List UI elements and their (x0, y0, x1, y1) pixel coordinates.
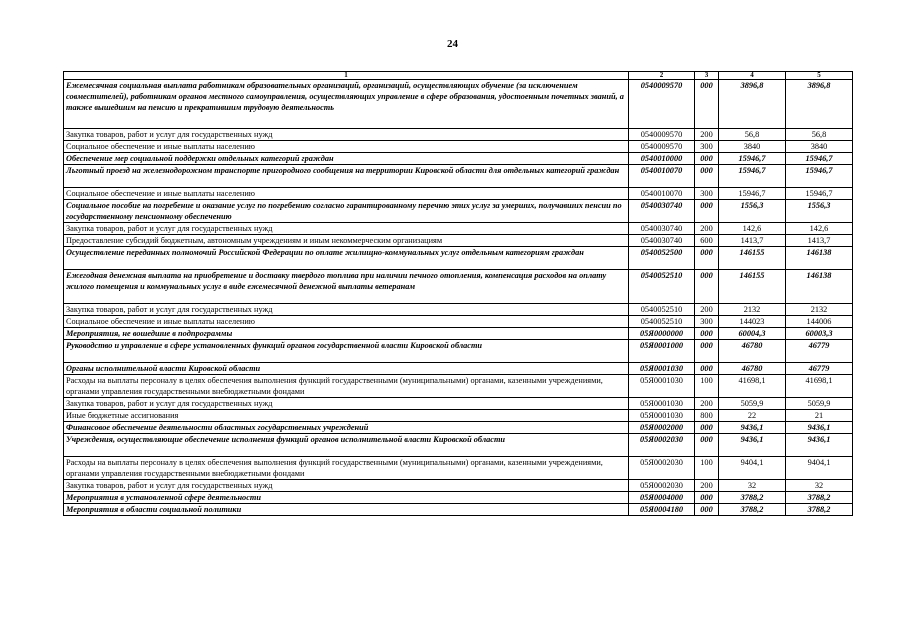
row-target-code: 05Я0001000 (629, 340, 695, 363)
row-amount-2: 46779 (786, 340, 853, 363)
column-number-1: 1 (64, 72, 629, 80)
row-amount-1: 146155 (719, 247, 786, 270)
row-amount-1: 9404,1 (719, 457, 786, 480)
row-description: Руководство и управление в сфере установленных функций органов государственной власти Кировской области (64, 340, 629, 363)
row-amount-2: 21 (786, 410, 853, 422)
row-target-code: 0540030740 (629, 223, 695, 235)
row-expense-type: 300 (695, 316, 719, 328)
row-target-code: 05Я0001030 (629, 398, 695, 410)
row-target-code: 05Я0002030 (629, 434, 695, 457)
table-row (64, 200, 853, 223)
row-amount-2: 32 (786, 480, 853, 492)
row-expense-type: 100 (695, 375, 719, 398)
row-amount-2: 15946,7 (786, 165, 853, 188)
row-amount-1: 22 (719, 410, 786, 422)
row-target-code: 05Я0001030 (629, 410, 695, 422)
row-description: Социальное обеспечение и иные выплаты населению (64, 316, 629, 328)
table-row (64, 304, 853, 316)
row-target-code: 05Я0002030 (629, 480, 695, 492)
table-row (64, 153, 853, 165)
row-amount-2: 60003,3 (786, 328, 853, 340)
row-description: Социальное обеспечение и иные выплаты населению (64, 141, 629, 153)
row-expense-type: 000 (695, 247, 719, 270)
row-expense-type: 300 (695, 188, 719, 200)
row-expense-type: 000 (695, 153, 719, 165)
row-expense-type: 000 (695, 492, 719, 504)
row-target-code: 0540030740 (629, 235, 695, 247)
row-expense-type: 000 (695, 80, 719, 129)
row-amount-2: 46779 (786, 363, 853, 375)
row-target-code: 0540030740 (629, 200, 695, 223)
row-target-code: 05Я0004000 (629, 492, 695, 504)
table-row (64, 247, 853, 270)
row-expense-type: 000 (695, 328, 719, 340)
row-description: Закупка товаров, работ и услуг для государственных нужд (64, 398, 629, 410)
row-amount-1: 32 (719, 480, 786, 492)
row-amount-2: 142,6 (786, 223, 853, 235)
row-expense-type: 100 (695, 457, 719, 480)
row-description: Предоставление субсидий бюджетным, автономным учреждениям и иным некоммерческим организациям (64, 235, 629, 247)
table-row (64, 504, 853, 516)
table-row (64, 328, 853, 340)
row-amount-1: 15946,7 (719, 165, 786, 188)
row-expense-type: 000 (695, 340, 719, 363)
row-amount-2: 2132 (786, 304, 853, 316)
row-amount-2: 1413,7 (786, 235, 853, 247)
row-amount-2: 3788,2 (786, 492, 853, 504)
column-number-5: 5 (786, 72, 853, 80)
row-target-code: 05Я0001030 (629, 375, 695, 398)
row-description: Закупка товаров, работ и услуг для государственных нужд (64, 129, 629, 141)
budget-table (63, 71, 853, 516)
row-description: Закупка товаров, работ и услуг для государственных нужд (64, 223, 629, 235)
row-target-code: 0540052500 (629, 247, 695, 270)
row-target-code: 05Я0000000 (629, 328, 695, 340)
row-expense-type: 000 (695, 200, 719, 223)
row-description: Социальное пособие на погребение и оказание услуг по погребению согласно гарантированному перечню этих услуг за умерших, получавших пенсии по государственному пенсионному обеспечению (64, 200, 629, 223)
row-amount-2: 146138 (786, 247, 853, 270)
row-expense-type: 200 (695, 480, 719, 492)
row-expense-type: 000 (695, 422, 719, 434)
row-amount-1: 3788,2 (719, 492, 786, 504)
table-row (64, 340, 853, 363)
row-expense-type: 000 (695, 504, 719, 516)
row-expense-type: 200 (695, 398, 719, 410)
row-description: Льготный проезд на железнодорожном транспорте пригородного сообщения на территории Кировской области для отдельных категорий граждан (64, 165, 629, 188)
row-amount-1: 60004,3 (719, 328, 786, 340)
table-row (64, 480, 853, 492)
row-target-code: 05Я0004180 (629, 504, 695, 516)
row-description: Органы исполнительной власти Кировской области (64, 363, 629, 375)
row-amount-2: 3788,2 (786, 504, 853, 516)
row-amount-2: 56,8 (786, 129, 853, 141)
column-number-4: 4 (719, 72, 786, 80)
row-amount-2: 41698,1 (786, 375, 853, 398)
row-amount-2: 144006 (786, 316, 853, 328)
table-row (64, 492, 853, 504)
row-target-code: 0540009570 (629, 80, 695, 129)
row-amount-1: 3840 (719, 141, 786, 153)
table-row (64, 457, 853, 480)
row-description: Мероприятия, не вошедшие в подпрограммы (64, 328, 629, 340)
row-amount-2: 5059,9 (786, 398, 853, 410)
row-amount-1: 5059,9 (719, 398, 786, 410)
table-row (64, 223, 853, 235)
row-target-code: 0540010070 (629, 188, 695, 200)
table-row (64, 141, 853, 153)
row-amount-1: 46780 (719, 363, 786, 375)
row-expense-type: 300 (695, 141, 719, 153)
table-header-row (64, 72, 853, 80)
table-row (64, 410, 853, 422)
row-target-code: 0540010000 (629, 153, 695, 165)
row-expense-type: 800 (695, 410, 719, 422)
row-description: Осуществление переданных полномочий Российской Федерации по оплате жилищно-коммунальных услуг отдельным категориям граждан (64, 247, 629, 270)
table-row (64, 165, 853, 188)
row-amount-1: 15946,7 (719, 188, 786, 200)
table-row (64, 422, 853, 434)
row-expense-type: 600 (695, 235, 719, 247)
row-expense-type: 000 (695, 434, 719, 457)
row-amount-2: 9436,1 (786, 422, 853, 434)
row-description: Обеспечение мер социальной поддержки отдельных категорий граждан (64, 153, 629, 165)
row-expense-type: 200 (695, 129, 719, 141)
row-description: Расходы на выплаты персоналу в целях обеспечения выполнения функций государственными (муниципальными) органами, казенными учреждениями, органами управления государственными внебюджетными фондами (64, 457, 629, 480)
row-amount-1: 144023 (719, 316, 786, 328)
row-amount-1: 46780 (719, 340, 786, 363)
row-amount-2: 3896,8 (786, 80, 853, 129)
table-row (64, 270, 853, 304)
row-amount-1: 146155 (719, 270, 786, 304)
table-row (64, 235, 853, 247)
row-description: Иные бюджетные ассигнования (64, 410, 629, 422)
row-amount-1: 1413,7 (719, 235, 786, 247)
row-description: Расходы на выплаты персоналу в целях обеспечения выполнения функций государственными (муниципальными) органами, казенными учреждениями, органами управления государственными внебюджетными фондами (64, 375, 629, 398)
row-amount-2: 15946,7 (786, 188, 853, 200)
row-target-code: 05Я0002000 (629, 422, 695, 434)
row-expense-type: 200 (695, 223, 719, 235)
table-row (64, 434, 853, 457)
row-amount-2: 9436,1 (786, 434, 853, 457)
row-amount-1: 1556,3 (719, 200, 786, 223)
column-number-3: 3 (695, 72, 719, 80)
row-amount-1: 3788,2 (719, 504, 786, 516)
row-description: Социальное обеспечение и иные выплаты населению (64, 188, 629, 200)
row-target-code: 05Я0001030 (629, 363, 695, 375)
row-amount-1: 3896,8 (719, 80, 786, 129)
row-target-code: 05Я0002030 (629, 457, 695, 480)
row-amount-1: 56,8 (719, 129, 786, 141)
row-expense-type: 000 (695, 270, 719, 304)
row-amount-2: 15946,7 (786, 153, 853, 165)
row-amount-1: 41698,1 (719, 375, 786, 398)
row-amount-2: 1556,3 (786, 200, 853, 223)
row-expense-type: 000 (695, 165, 719, 188)
row-amount-2: 146138 (786, 270, 853, 304)
row-description: Закупка товаров, работ и услуг для государственных нужд (64, 480, 629, 492)
row-target-code: 0540010070 (629, 165, 695, 188)
row-amount-1: 2132 (719, 304, 786, 316)
row-description: Закупка товаров, работ и услуг для государственных нужд (64, 304, 629, 316)
page-number: 24 (447, 38, 458, 50)
table-row (64, 188, 853, 200)
row-expense-type: 000 (695, 363, 719, 375)
table-row (64, 363, 853, 375)
row-amount-1: 9436,1 (719, 434, 786, 457)
row-target-code: 0540009570 (629, 129, 695, 141)
row-description: Учреждения, осуществляющие обеспечение исполнения функций органов исполнительной власти Кировской области (64, 434, 629, 457)
row-description: Мероприятия в установленной сфере деятельности (64, 492, 629, 504)
row-amount-1: 142,6 (719, 223, 786, 235)
column-number-2: 2 (629, 72, 695, 80)
table-row (64, 375, 853, 398)
row-expense-type: 200 (695, 304, 719, 316)
row-description: Мероприятия в области социальной политики (64, 504, 629, 516)
table-row (64, 80, 853, 129)
table-row (64, 398, 853, 410)
row-target-code: 0540009570 (629, 141, 695, 153)
row-amount-1: 15946,7 (719, 153, 786, 165)
row-description: Ежегодная денежная выплата на приобретение и доставку твердого топлива при наличии печного отопления, компенсация расходов на оплату жилого помещения и коммунальных услуг в виде ежемесячной денежной выплаты ветеранам (64, 270, 629, 304)
row-target-code: 0540052510 (629, 304, 695, 316)
row-target-code: 0540052510 (629, 316, 695, 328)
row-description: Ежемесячная социальная выплата работникам образовательных организаций, организаций, осуществляющих обучение (за исключением совместителей), работникам органов местного самоуправления, осуществляющих управление в сфере образования, удостоенным почетных званий, а также вышедшим на пенсию и прекратившим трудовую деятельность (64, 80, 629, 129)
row-amount-2: 3840 (786, 141, 853, 153)
row-amount-1: 9436,1 (719, 422, 786, 434)
row-description: Финансовое обеспечение деятельности областных государственных учреждений (64, 422, 629, 434)
row-target-code: 0540052510 (629, 270, 695, 304)
row-amount-2: 9404,1 (786, 457, 853, 480)
table-row (64, 316, 853, 328)
table-row (64, 129, 853, 141)
